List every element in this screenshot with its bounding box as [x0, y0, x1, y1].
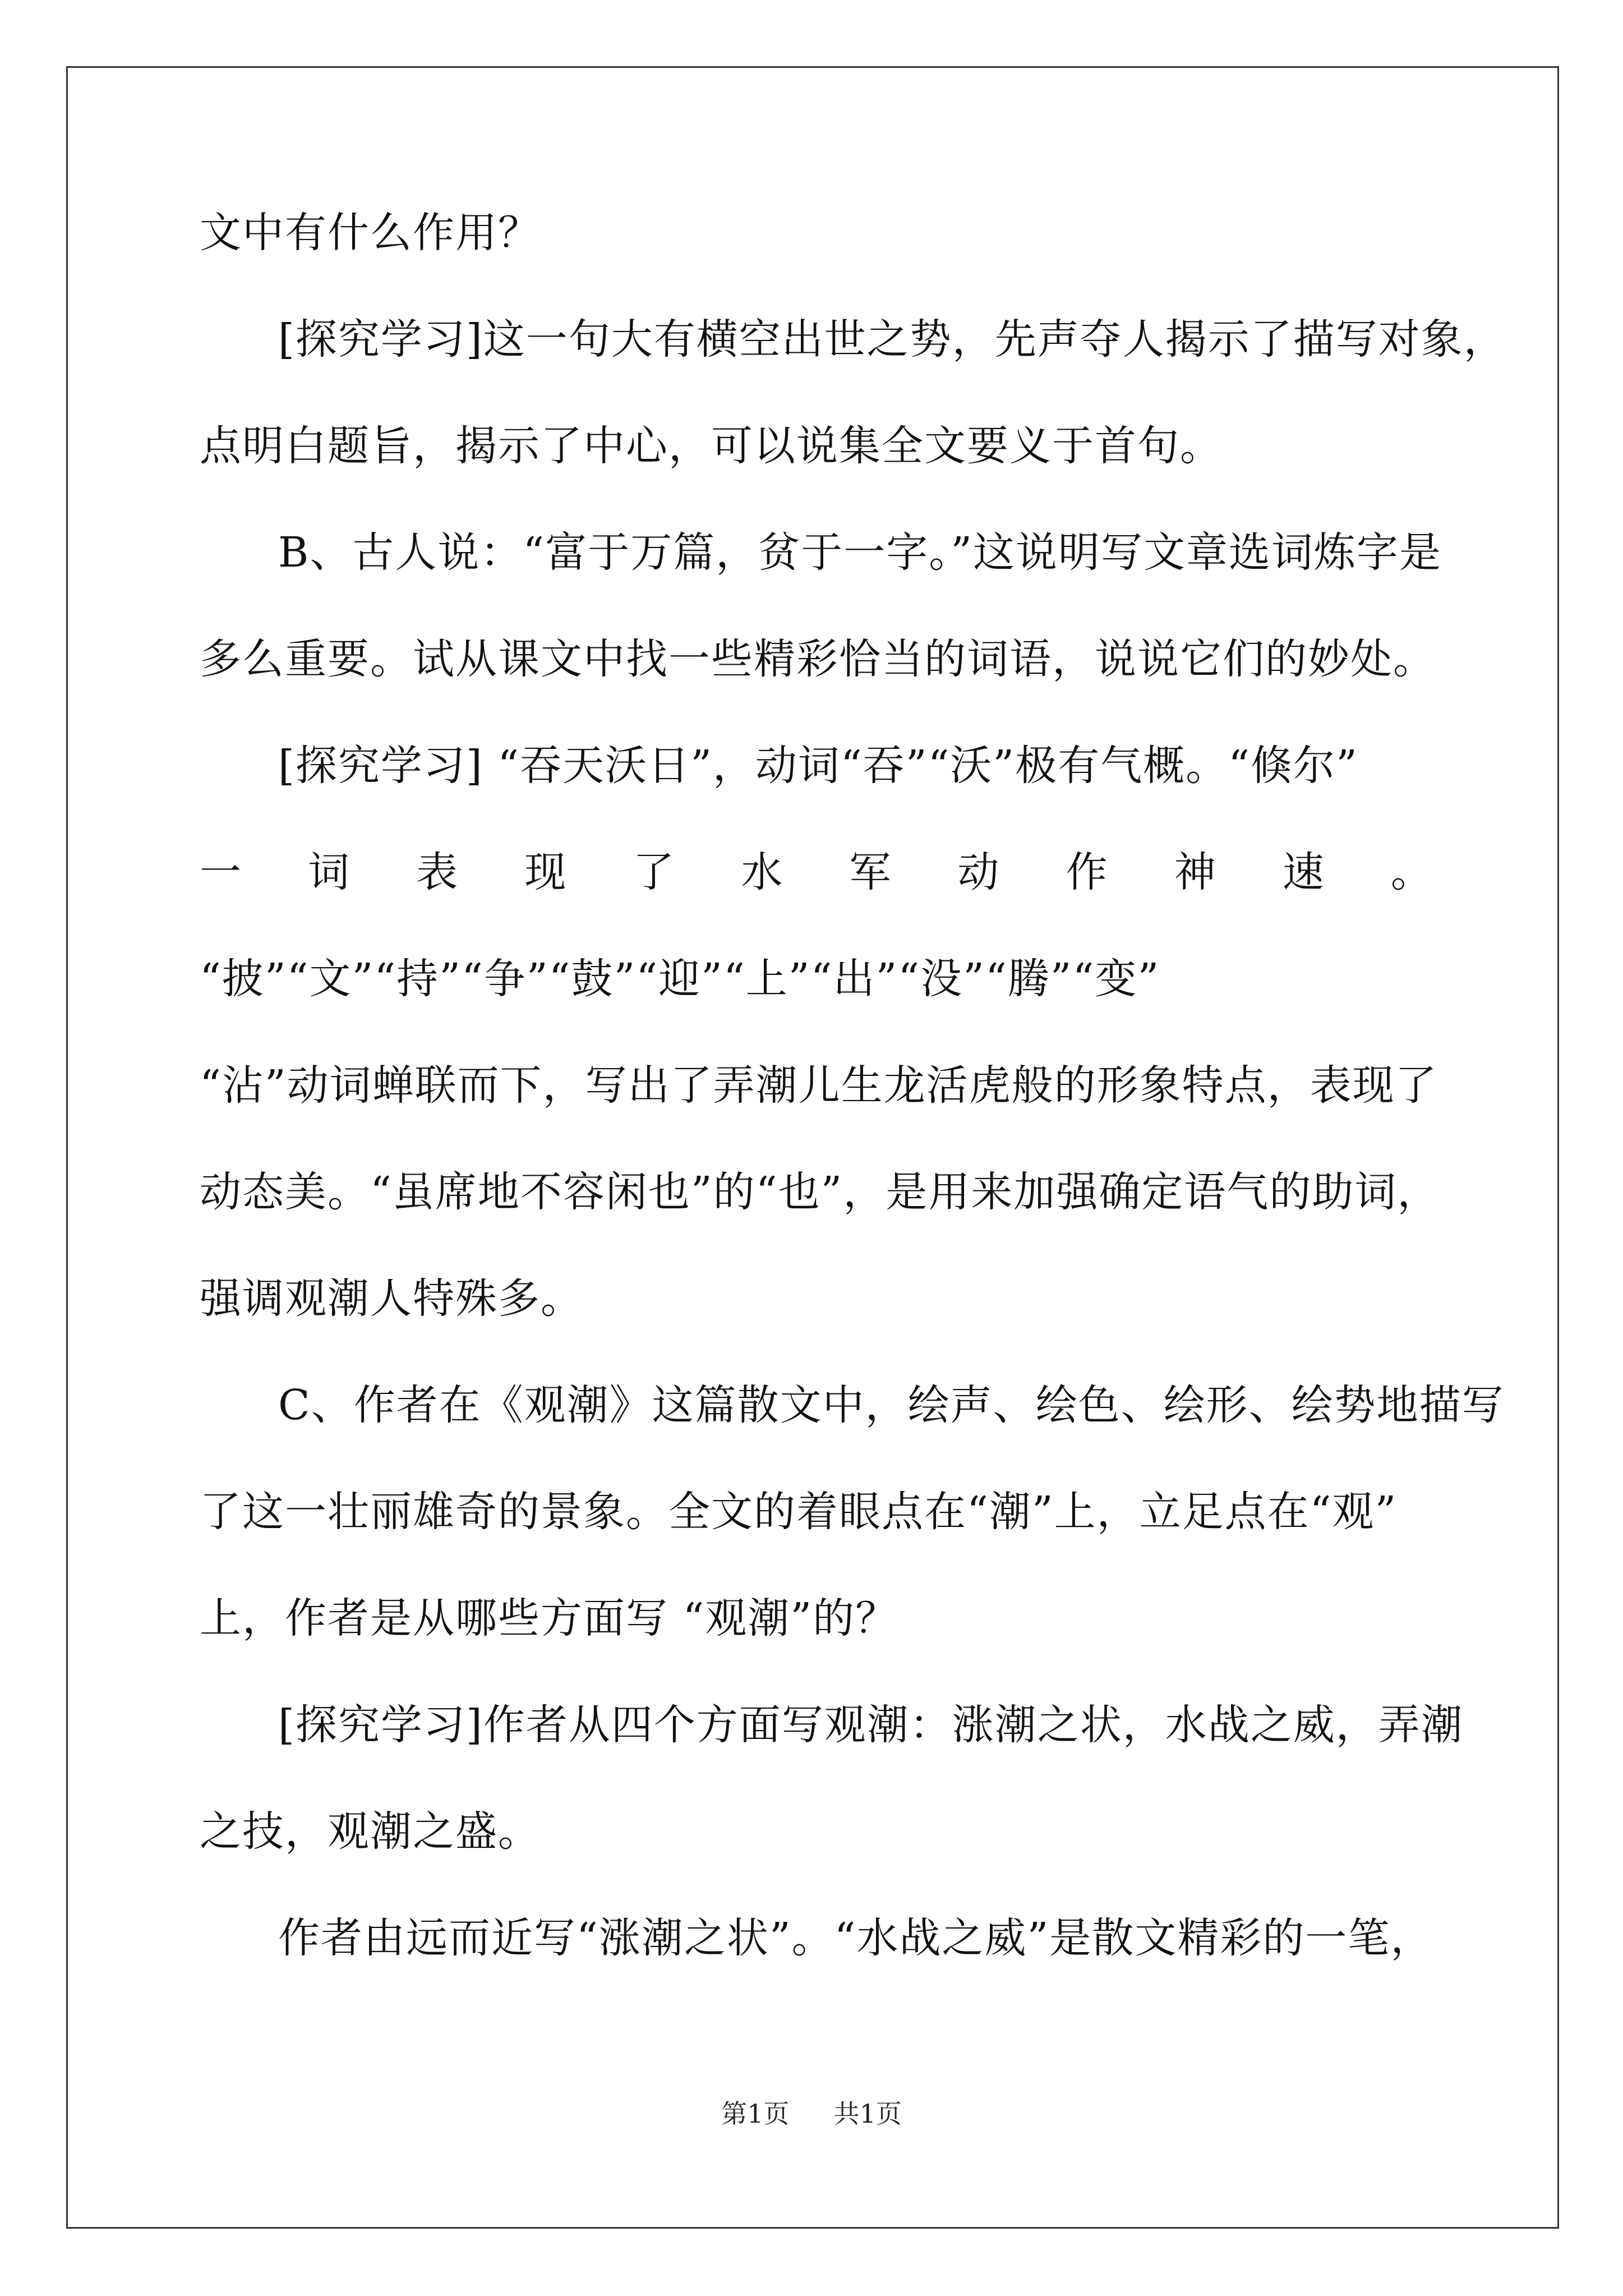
text-line-6: [探究学习] “吞天沃日”，动词“吞”“沃”极有气概。“倏尔” [278, 742, 1358, 790]
page-total: 共1页 [833, 2099, 902, 2129]
page-number: 第1页 [721, 2099, 790, 2129]
text-line-1: 文中有什么作用？ [200, 209, 541, 257]
spread-char: 神 [1174, 848, 1217, 896]
text-line-12: C、作者在《观潮》这篇散文中，绘声、绘色、绘形、绘势地描写 [278, 1381, 1505, 1429]
spread-char: 词 [308, 848, 351, 896]
text-line-4: B、古人说：“富于万篇，贫于一字。”这说明写文章选词炼字是 [278, 528, 1442, 577]
spread-char: 水 [741, 848, 784, 896]
text-line-5: 多么重要。试从课文中找一些精彩恰当的词语，说说它们的妙处。 [200, 635, 1436, 683]
text-line-9: “沾”动词蝉联而下，写出了弄潮儿生龙活虎般的形象特点，表现了 [200, 1061, 1438, 1110]
spread-char: 一 [200, 848, 242, 896]
spread-char: 速 [1282, 848, 1325, 896]
spread-char: 了 [633, 848, 676, 896]
spread-char: 。 [1390, 848, 1433, 896]
text-line-11: 强调观潮人特殊多。 [200, 1274, 583, 1323]
spread-char: 表 [416, 848, 459, 896]
text-line-3: 点明白题旨，揭示了中心，可以说集全文要义于首句。 [200, 422, 1223, 470]
spread-char: 现 [524, 848, 568, 896]
text-line-8: “披”“文”“持”“争”“鼓”“迎”“上”“出”“没”“腾”“变” [200, 955, 1160, 1003]
page-footer [0, 2097, 1623, 2131]
text-line-14: 上，作者是从哪些方面写 “观潮”的？ [200, 1594, 898, 1642]
spread-char: 动 [957, 848, 1000, 896]
text-line-16: 之技，观潮之盛。 [200, 1807, 541, 1856]
text-line-13: 了这一壮丽雄奇的景象。全文的着眼点在“潮”上，立足点在“观” [200, 1488, 1398, 1536]
spread-char: 军 [849, 848, 892, 896]
spread-char: 作 [1066, 848, 1109, 896]
text-line-15: [探究学习]作者从四个方面写观潮：涨潮之状，水战之威，弄潮 [278, 1701, 1464, 1749]
text-line-7 [200, 839, 1433, 906]
text-line-10: 动态美。“虽席地不容闲也”的“也”，是用来加强确定语气的助词， [200, 1168, 1440, 1216]
text-line-17: 作者由远而近写“涨潮之状”。“水战之威”是散文精彩的一笔， [278, 1914, 1433, 1962]
text-line-2: [探究学习]这一句大有横空出世之势，先声夺人揭示了描写对象， [278, 315, 1506, 364]
